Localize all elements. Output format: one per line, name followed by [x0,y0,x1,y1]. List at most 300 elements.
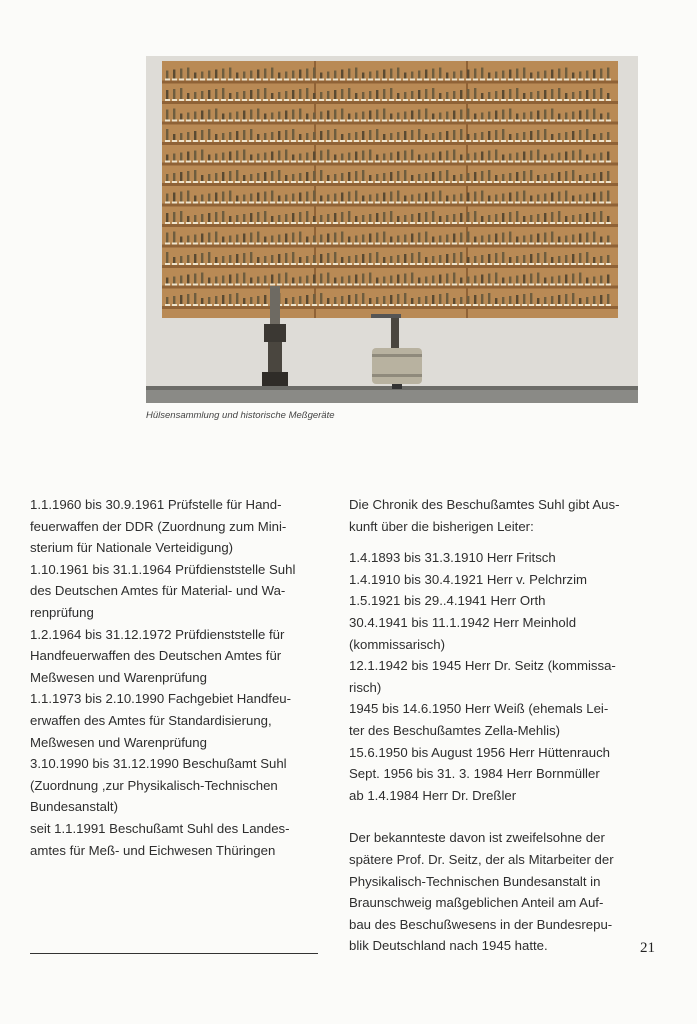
shell-label [256,99,261,101]
shell-label [207,99,212,101]
shell-label [165,304,170,306]
shell-label [270,79,275,81]
shell-label [347,284,352,286]
text-line: seit 1.1.1991 Beschußamt Suhl des Landes- [30,820,290,836]
shell-label [557,161,562,163]
shell-label [501,120,506,122]
shell-label [319,284,324,286]
shell-label [214,161,219,163]
shell-label [550,222,555,224]
shell-label [515,181,520,183]
shell-label [172,222,177,224]
shell-label [333,161,338,163]
shell-label [319,304,324,306]
text-line: 1.2.1964 bis 31.12.1972 Prüfdienststelle für [30,626,285,642]
shelf [162,245,618,248]
shell-label [375,222,380,224]
shell-label [599,181,604,183]
shell-label [186,140,191,142]
shell-label [473,202,478,204]
shell-label [550,263,555,265]
shell-label [277,202,282,204]
shell-label [550,140,555,142]
shell-label [501,161,506,163]
shell-label [585,161,590,163]
shell-label [445,161,450,163]
shell-label [368,161,373,163]
text-line: 1.10.1961 bis 31.1.1964 Prüfdienststelle Suhl [30,561,296,577]
shell-label [417,304,422,306]
shell-label [508,222,513,224]
shell-label [431,284,436,286]
shell-label [200,202,205,204]
shell-label [424,161,429,163]
shell-label [382,263,387,265]
text-line: Meßwesen und Warenprüfung [30,669,207,685]
shell-label [529,120,534,122]
leader-entry: 1.4.1893 bis 31.3.1910 Herr Fritsch [349,550,556,566]
shell-label [242,161,247,163]
shell-label [242,263,247,265]
shell-label [501,202,506,204]
shell-label [249,304,254,306]
shell-label [466,161,471,163]
shell-label [186,202,191,204]
shell-label [522,79,527,81]
shell-label [403,120,408,122]
shell-label [431,222,436,224]
shell-label [228,120,233,122]
shell-label [438,181,443,183]
shell-label [606,161,611,163]
shell-label [235,79,240,81]
shell-label [165,120,170,122]
shell-label [298,263,303,265]
leader-entry: ab 1.4.1984 Herr Dr. Dreßler [349,787,517,803]
shell-label [214,284,219,286]
leader-entry: 30.4.1941 bis 11.1.1942 Herr Meinhold [349,614,577,630]
shell-label [256,161,261,163]
shell-label [319,120,324,122]
shell-label [200,161,205,163]
shell-label [501,79,506,81]
shell-label [172,304,177,306]
shell-label [487,304,492,306]
shell-label [368,120,373,122]
shell-label [459,120,464,122]
shell-label [221,243,226,245]
shell-label [389,202,394,204]
shell-label [319,222,324,224]
shell-label [452,161,457,163]
shell-label [172,161,177,163]
shell-label [529,79,534,81]
shell-label [298,99,303,101]
shell-label [606,79,611,81]
shell-label [424,99,429,101]
shell-label [529,181,534,183]
shell-label [466,120,471,122]
shell-label [515,263,520,265]
shell-label [564,99,569,101]
shell-label [459,161,464,163]
shell-label [557,140,562,142]
shell-label [165,79,170,81]
shell-label [193,140,198,142]
shell-label [522,243,527,245]
shell-label [522,181,527,183]
shell-label [312,120,317,122]
shell-label [214,79,219,81]
shell-label [410,161,415,163]
shell-label [445,284,450,286]
shell-label [333,181,338,183]
shell-label [459,222,464,224]
shelf [162,101,618,104]
shell-label [557,79,562,81]
shell-label [200,304,205,306]
shell-label [529,202,534,204]
shell-label [550,202,555,204]
shell-label [179,140,184,142]
shell-label [452,243,457,245]
shell-label [543,284,548,286]
shell-label [291,243,296,245]
shell-label [515,99,520,101]
shell-label [403,222,408,224]
shell-label [452,181,457,183]
shell-label [249,284,254,286]
shell-label [571,140,576,142]
shell-label [543,79,548,81]
shell-label [501,140,506,142]
shell-label [193,161,198,163]
shell-label [445,99,450,101]
shelf [162,122,618,125]
text-line: 1.1.1960 bis 30.9.1961 Prüfstelle für Hand- [30,497,282,512]
shell-label [396,222,401,224]
shell-label [228,202,233,204]
shell-label [389,79,394,81]
shell-label [193,120,198,122]
shell-label [529,140,534,142]
shell-label [235,284,240,286]
shell-label [291,99,296,101]
shell-label [228,161,233,163]
text-line: Meßwesen und Warenprüfung [30,734,207,750]
shell-label [494,243,499,245]
shell-label [522,304,527,306]
shell-label [494,140,499,142]
text-line: Handfeuerwaffen des Deutschen Amtes für [30,648,282,664]
shell-label [389,304,394,306]
shell-label [417,202,422,204]
shell-label [235,243,240,245]
text-line: erwaffen des Amtes für Standardisierung, [30,712,272,728]
shell-label [207,120,212,122]
shell-label [403,304,408,306]
shell-label [599,99,604,101]
leader-entry: risch) [349,679,382,695]
shell-label [179,99,184,101]
shell-label [571,263,576,265]
shell-label [263,181,268,183]
shell-label [207,181,212,183]
shell-label [354,181,359,183]
shell-label [291,161,296,163]
shell-label [319,161,324,163]
shell-label [368,99,373,101]
shell-label [249,263,254,265]
shell-label [235,304,240,306]
shell-label [529,99,534,101]
shell-label [494,79,499,81]
shell-label [326,140,331,142]
shell-label [403,79,408,81]
shell-label [396,120,401,122]
shell-label [571,79,576,81]
shell-label [410,181,415,183]
shell-label [354,140,359,142]
shell-label [256,181,261,183]
shell-label [515,304,520,306]
shell-label [207,263,212,265]
shell-label [305,120,310,122]
shell-label [501,263,506,265]
shell-label [564,263,569,265]
shell-label [571,161,576,163]
shell-label [193,222,198,224]
shell-label [333,263,338,265]
shell-label [515,161,520,163]
shell-label [508,263,513,265]
shell-label [214,202,219,204]
shell-label [578,99,583,101]
shell-label [228,181,233,183]
shell-label [235,181,240,183]
shell-label [298,140,303,142]
shell-label [599,140,604,142]
shell-label [431,99,436,101]
shell-label [473,120,478,122]
shell-label [487,243,492,245]
shell-label [305,140,310,142]
shell-label [445,202,450,204]
shell-label [438,284,443,286]
shell-label [284,284,289,286]
shell-label [452,79,457,81]
shell-label [340,284,345,286]
shell-label [172,99,177,101]
shell-label [165,222,170,224]
shell-label [410,284,415,286]
shell-label [354,284,359,286]
shell-label [375,202,380,204]
shell-label [529,284,534,286]
shell-label [452,263,457,265]
shell-label [172,202,177,204]
shell-label [340,181,345,183]
shell-label [424,284,429,286]
shell-label [193,263,198,265]
shell-label [606,140,611,142]
shell-label [165,284,170,286]
shell-label [305,161,310,163]
shell-label [571,99,576,101]
shell-label [193,304,198,306]
shell-label [536,304,541,306]
shell-label [571,304,576,306]
shell-label [452,284,457,286]
shell-label [431,304,436,306]
shell-label [368,243,373,245]
shell-label [305,222,310,224]
shell-label [459,181,464,183]
shell-label [417,79,422,81]
shell-label [501,243,506,245]
shell-label [438,222,443,224]
shell-label [375,99,380,101]
shell-label [396,181,401,183]
shell-label [431,243,436,245]
shell-label [557,120,562,122]
shelf [162,163,618,166]
shell-label [578,181,583,183]
shell-label [480,243,485,245]
shell-label [207,202,212,204]
shell-label [333,99,338,101]
shell-label [487,263,492,265]
shell-label [445,181,450,183]
shell-label [249,161,254,163]
shell-label [375,181,380,183]
shell-label [403,181,408,183]
shell-label [396,99,401,101]
shell-label [564,181,569,183]
shell-label [256,263,261,265]
shell-label [263,161,268,163]
shell-label [431,140,436,142]
shell-label [536,140,541,142]
shell-label [508,181,513,183]
shell-label [221,79,226,81]
shell-label [452,222,457,224]
shell-label [529,263,534,265]
text-line: renprüfung [30,604,94,620]
shell-label [522,140,527,142]
shell-label [270,222,275,224]
shell-label [235,140,240,142]
shell-label [550,181,555,183]
shell-label [340,202,345,204]
shell-label [480,79,485,81]
shell-label [305,181,310,183]
shell-label [599,79,604,81]
shelf [162,306,618,309]
shell-label [298,202,303,204]
text-line: (Zuordnung ,zur Physikalisch-Technischen [30,777,278,793]
shell-label [529,243,534,245]
shell-label [487,99,492,101]
shell-label [368,222,373,224]
shell-label [242,202,247,204]
shell-label [515,120,520,122]
intro-line: Die Chronik des Beschußamtes Suhl gibt Aus- [349,497,620,512]
shell-label [312,243,317,245]
shell-label [543,99,548,101]
cartridge-collection-photo [146,56,638,403]
shell-label [382,120,387,122]
shell-label [417,120,422,122]
leader-entry: 15.6.1950 bis August 1956 Herr Hüttenrauch [349,744,610,760]
shell-label [263,79,268,81]
shell-label [235,222,240,224]
shell-label [186,79,191,81]
shell-label [179,161,184,163]
shell-label [165,161,170,163]
shell-label [340,99,345,101]
shell-label [417,140,422,142]
shell-label [466,99,471,101]
shell-label [172,79,177,81]
shell-label [186,263,191,265]
shell-label [564,79,569,81]
table [146,389,638,403]
shell-label [522,284,527,286]
shell-label [361,202,366,204]
shell-label [424,120,429,122]
shell-label [501,181,506,183]
shell-label [228,79,233,81]
shell-label [473,140,478,142]
shell-label [466,222,471,224]
shell-label [200,284,205,286]
shell-label [221,161,226,163]
shell-label [410,202,415,204]
shell-label [347,99,352,101]
shell-label [277,243,282,245]
shelf [162,224,618,227]
shell-label [270,140,275,142]
shell-label [438,243,443,245]
shell-label [291,263,296,265]
shell-label [578,263,583,265]
shell-label [473,161,478,163]
shell-label [599,120,604,122]
shell-label [207,161,212,163]
shell-label [522,99,527,101]
shell-label [312,284,317,286]
shell-label [228,140,233,142]
shell-label [221,263,226,265]
shell-label [431,263,436,265]
text-line: amtes für Meß- und Eichwesen Thüringen [30,842,276,858]
shell-label [424,222,429,224]
shell-label [592,181,597,183]
shell-label [557,304,562,306]
shell-label [389,284,394,286]
shell-label [312,202,317,204]
shell-label [585,99,590,101]
shell-label [347,202,352,204]
shell-label [179,202,184,204]
shell-label [473,243,478,245]
shell-label [543,120,548,122]
shell-label [347,140,352,142]
shell-label [550,120,555,122]
shell-label [522,222,527,224]
leader-entry: (kommissarisch) [349,636,445,652]
